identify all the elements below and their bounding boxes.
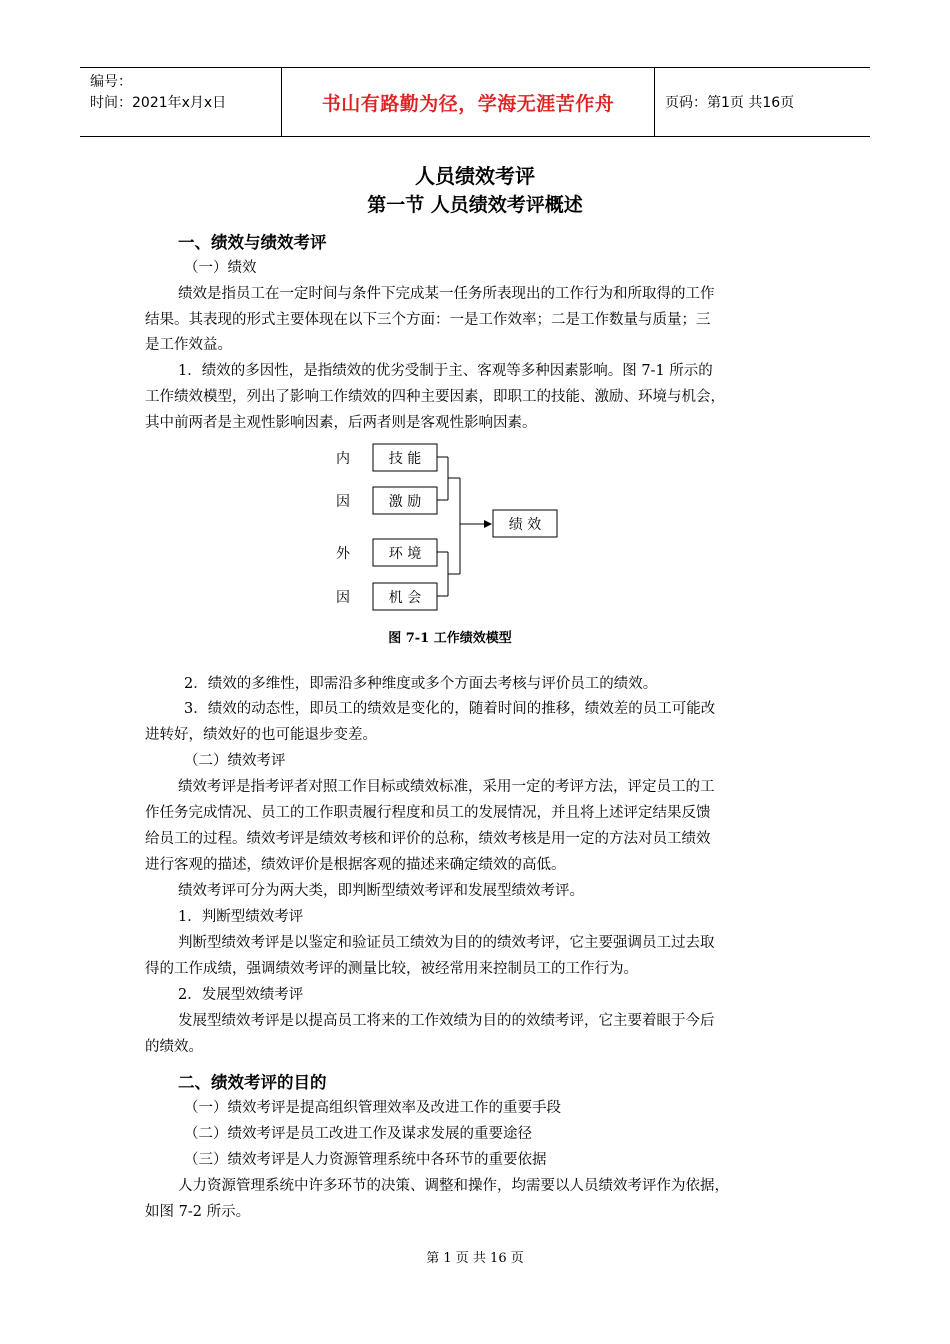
paragraph-line: 2．绩效的多维性，即需沿多种维度或多个方面去考核与评价员工的绩效。 bbox=[184, 676, 658, 692]
paragraph-line: 绩效考评可分为两大类，即判断型绩效考评和发展型绩效考评。 bbox=[178, 883, 584, 899]
list-item: （三）绩效考评是人力资源管理系统中各环节的重要依据 bbox=[184, 1152, 547, 1168]
box-performance-label: 绩 效 bbox=[508, 517, 542, 533]
type2-title: 2．发展型效绩考评 bbox=[178, 987, 304, 1003]
performance-model-diagram bbox=[320, 440, 580, 620]
paragraph-line: 进行客观的描述，绩效评价是根据客观的描述来确定绩效的高低。 bbox=[145, 857, 566, 873]
list-item: （二）绩效考评是员工改进工作及谋求发展的重要途径 bbox=[184, 1126, 532, 1142]
paragraph-line: 工作绩效模型，列出了影响工作绩效的四种主要因素，即职工的技能、激励、环境与机会， bbox=[145, 389, 725, 405]
subheading-performance: （一）绩效 bbox=[184, 260, 257, 276]
label-inner-1: 内 bbox=[336, 451, 350, 467]
paragraph-line: 人力资源管理系统中许多环节的决策、调整和操作，均需要以人员绩效考评作为依据， bbox=[178, 1178, 729, 1194]
paragraph-line: 如图 7-2 所示。 bbox=[145, 1204, 251, 1220]
label-inner-2: 因 bbox=[336, 494, 350, 510]
time-label: 时间：2021年x月x日 bbox=[90, 95, 227, 111]
paragraph-line: 给员工的过程。绩效考评是绩效考核和评价的总称，绩效考核是用一定的方法对员工绩效 bbox=[145, 831, 711, 847]
paragraph-line: 3．绩效的动态性，即员工的绩效是变化的，随着时间的推移，绩效差的员工可能改 bbox=[184, 701, 716, 717]
paragraph-line: 绩效考评是指考评者对照工作目标或绩效标准，采用一定的考评方法，评定员工的工 bbox=[178, 779, 715, 795]
label-outer-1: 外 bbox=[336, 546, 350, 562]
paragraph-line: 其中前两者是主观性影响因素，后两者则是客观性影响因素。 bbox=[145, 415, 537, 431]
paragraph-line: 发展型绩效考评是以提高员工将来的工作效绩为目的的效绩考评，它主要着眼于今后 bbox=[178, 1013, 715, 1029]
box-skill-label: 技 能 bbox=[388, 451, 422, 467]
document-title: 人员绩效考评 bbox=[415, 164, 535, 188]
subheading-appraisal: （二）绩效考评 bbox=[184, 753, 286, 769]
section-title: 第一节 人员绩效考评概述 bbox=[367, 194, 583, 216]
list-item: （一）绩效考评是提高组织管理效率及改进工作的重要手段 bbox=[184, 1100, 561, 1116]
box-environment-label: 环 境 bbox=[388, 546, 422, 562]
box-motivation-label: 激 励 bbox=[388, 494, 422, 510]
paragraph-line: 绩效是指员工在一定时间与条件下完成某一任务所表现出的工作行为和所取得的工作 bbox=[178, 286, 715, 302]
page-footer: 第 1 页 共 16 页 bbox=[426, 1251, 524, 1266]
paragraph-line: 结果。其表现的形式主要体现在以下三个方面：一是工作效率；二是工作数量与质量；三 bbox=[145, 312, 711, 328]
label-outer-2: 因 bbox=[336, 590, 350, 606]
number-label: 编号： bbox=[90, 74, 132, 90]
type1-title: 1．判断型绩效考评 bbox=[178, 909, 304, 925]
paragraph-line: 判断型绩效考评是以鉴定和验证员工绩效为目的的绩效考评，它主要强调员工过去取 bbox=[178, 935, 715, 951]
figure-caption: 图 7-1 工作绩效模型 bbox=[388, 631, 512, 646]
heading-part2: 二、绩效考评的目的 bbox=[178, 1073, 327, 1092]
header-meta bbox=[80, 68, 282, 136]
arrow-head-icon bbox=[484, 520, 492, 528]
page-header bbox=[80, 67, 870, 137]
paragraph-line: 进转好，绩效好的也可能退步变差。 bbox=[145, 727, 377, 743]
header-motto: 书山有路勤为径，学海无涯苦作舟 bbox=[282, 68, 655, 136]
paragraph-line: 1．绩效的多因性，是指绩效的优劣受制于主、客观等多种因素影响。图 7-1 所示的 bbox=[178, 363, 713, 379]
paragraph-line: 得的工作成绩，强调绩效考评的测量比较，被经常用来控制员工的工作行为。 bbox=[145, 961, 638, 977]
header-page-info: 页码：第1页 共16页 bbox=[665, 95, 795, 111]
paragraph-line: 是工作效益。 bbox=[145, 337, 232, 353]
paragraph-line: 的绩效。 bbox=[145, 1039, 203, 1055]
heading-part1: 一、绩效与绩效考评 bbox=[178, 233, 327, 252]
box-opportunity-label: 机 会 bbox=[388, 590, 422, 606]
connector-lines bbox=[437, 457, 485, 596]
paragraph-line: 作任务完成情况、员工的工作职责履行程度和员工的发展情况，并且将上述评定结果反馈 bbox=[145, 805, 711, 821]
